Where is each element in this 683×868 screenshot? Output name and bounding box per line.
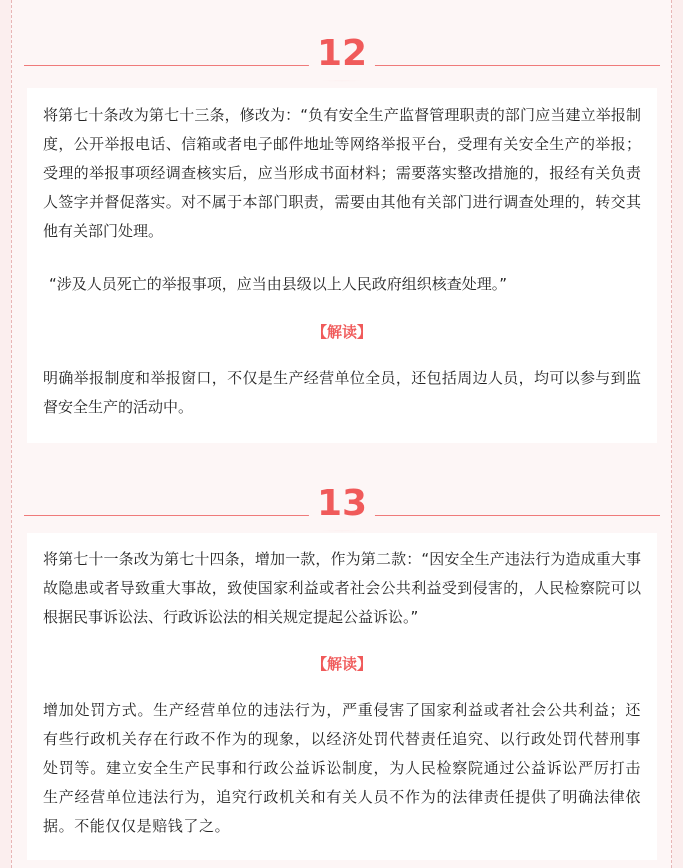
interpretation-label: 【解读】	[311, 655, 372, 673]
article-page	[11, 0, 672, 868]
section-header-12	[24, 28, 660, 84]
amendment-quote: “涉及人员死亡的举报事项，应当由县级以上人民政府组织核查处理。”	[49, 275, 508, 293]
interpretation-text: 增加处罚方式。生产经营单位的违法行为，严重侵害了国家利益或者社会公共利益；还有些行政机关存在行政不作为的现象，以经济处罚代替责任追究、以行政处罚代替刑事处罚等。建立安全生产民事和行政公益诉讼制度，为人民检察院通过公益诉讼严厉打击生产经营单位违法行为，追究行政机关和有关人员不作为的法律责任提供了明确法律依据。不能仅仅是赔钱了之。	[43, 701, 641, 835]
article-card-13	[27, 533, 657, 860]
amendment-text: 将第七十一条改为第七十四条，增加一款，作为第二款：“因安全生产违法行为造成重大事故隐患或者导致重大事故，致使国家利益或者社会公共利益受到侵害的，人民检察院可以根据民事诉讼法、行政诉讼法的相关规定提起公益诉讼。”	[43, 550, 641, 626]
section-header-13	[24, 478, 660, 534]
interpretation-text: 明确举报制度和举报窗口，不仅是生产经营单位全员，还包括周边人员，均可以参与到监督安全生产的活动中。	[43, 369, 641, 416]
interpretation-label: 【解读】	[311, 323, 372, 341]
article-card-12	[27, 88, 657, 443]
section-number: 12	[309, 28, 375, 80]
amendment-text: 将第七十条改为第七十三条，修改为：“负有安全生产监督管理职责的部门应当建立举报制度，公开举报电话、信箱或者电子邮件地址等网络举报平台，受理有关安全生产的举报；受理的举报事项经调查核实后，应当形成书面材料；需要落实整改措施的，报经有关负责人签字并督促落实。对不属于本部门职责，需要由其他有关部门进行调查处理的，转交其他有关部门处理。	[43, 106, 641, 240]
section-number: 13	[309, 478, 375, 530]
